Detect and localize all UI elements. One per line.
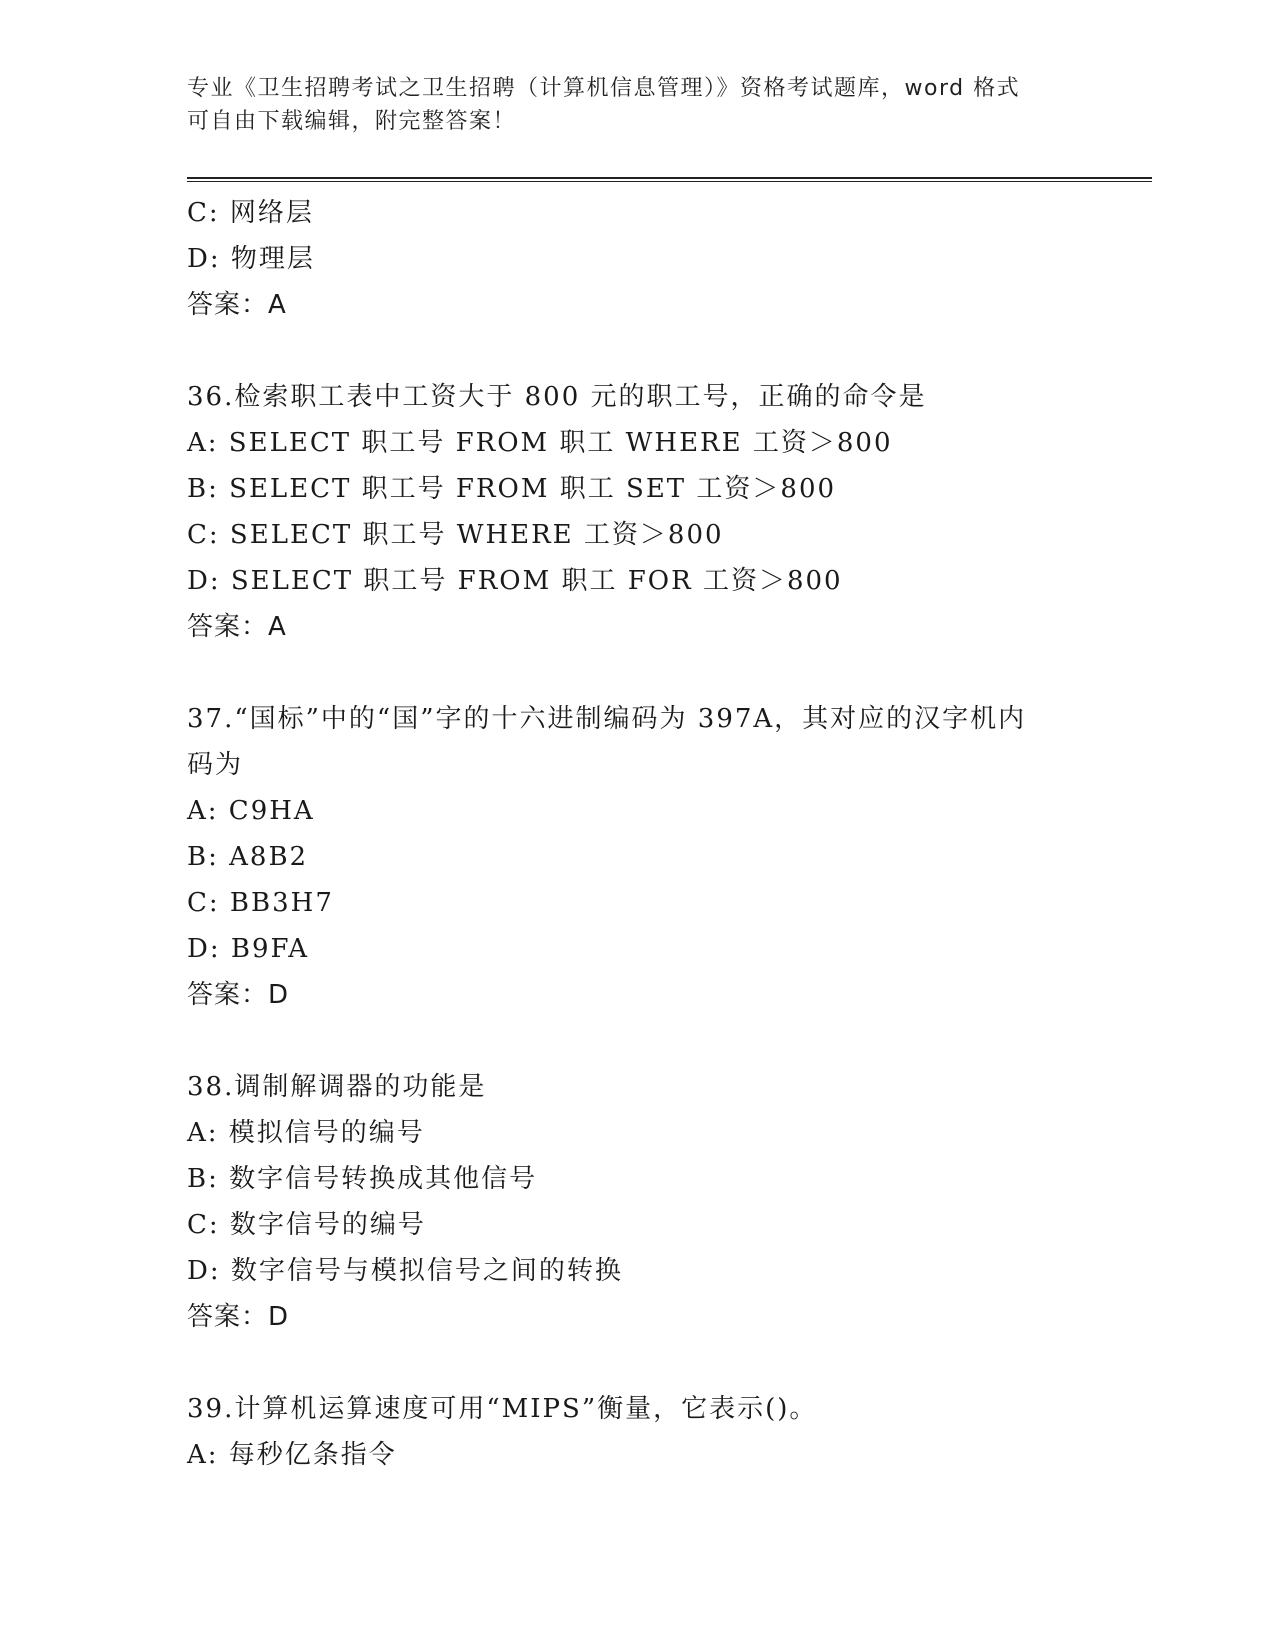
question-35-tail <box>187 190 1087 328</box>
question-36 <box>187 374 1087 650</box>
spacer <box>187 328 1087 374</box>
option-d: D: 物理层 <box>187 244 315 274</box>
option-a: A: 每秒亿条指令 <box>187 1440 397 1470</box>
header-divider <box>187 177 1152 182</box>
question-39 <box>187 1386 1087 1478</box>
option-c: C: BB3H7 <box>187 888 334 918</box>
question-stem: 39.计算机运算速度可用“MIPS”衡量，它表示()。 <box>187 1394 818 1424</box>
option-b: B: A8B2 <box>187 842 309 872</box>
answer: 答案：D <box>187 1302 290 1332</box>
spacer <box>187 1018 1087 1064</box>
document-body <box>187 190 1087 1478</box>
question-stem: 37.“国标”中的“国”字的十六进制编码为 397A，其对应的汉字机内码为 <box>187 704 1027 780</box>
answer: 答案：A <box>187 612 287 642</box>
option-c: C: 网络层 <box>187 198 314 228</box>
header-line-2: 可自由下载编辑，附完整答案！ <box>187 109 517 134</box>
answer: 答案：A <box>187 290 287 320</box>
question-stem: 38.调制解调器的功能是 <box>187 1072 487 1102</box>
option-a: A: 模拟信号的编号 <box>187 1118 425 1148</box>
option-d: D: SELECT 职工号 FROM 职工 FOR 工资＞800 <box>187 566 843 596</box>
option-c: C: 数字信号的编号 <box>187 1210 426 1240</box>
question-38 <box>187 1064 1087 1340</box>
option-b: B: SELECT 职工号 FROM 职工 SET 工资＞800 <box>187 474 837 504</box>
option-a: A: C9HA <box>187 796 315 826</box>
document-header <box>187 72 1087 138</box>
spacer <box>187 650 1087 696</box>
question-37 <box>187 696 1087 1018</box>
question-stem: 36.检索职工表中工资大于 800 元的职工号，正确的命令是 <box>187 382 927 412</box>
spacer <box>187 1340 1087 1386</box>
header-line-1: 专业《卫生招聘考试之卫生招聘（计算机信息管理）》资格考试题库，word 格式 <box>187 76 1021 101</box>
option-d: D: 数字信号与模拟信号之间的转换 <box>187 1256 623 1286</box>
option-b: B: 数字信号转换成其他信号 <box>187 1164 538 1194</box>
option-a: A: SELECT 职工号 FROM 职工 WHERE 工资＞800 <box>187 428 893 458</box>
answer: 答案：D <box>187 980 290 1010</box>
option-c: C: SELECT 职工号 WHERE 工资＞800 <box>187 520 724 550</box>
option-d: D: B9FA <box>187 934 310 964</box>
